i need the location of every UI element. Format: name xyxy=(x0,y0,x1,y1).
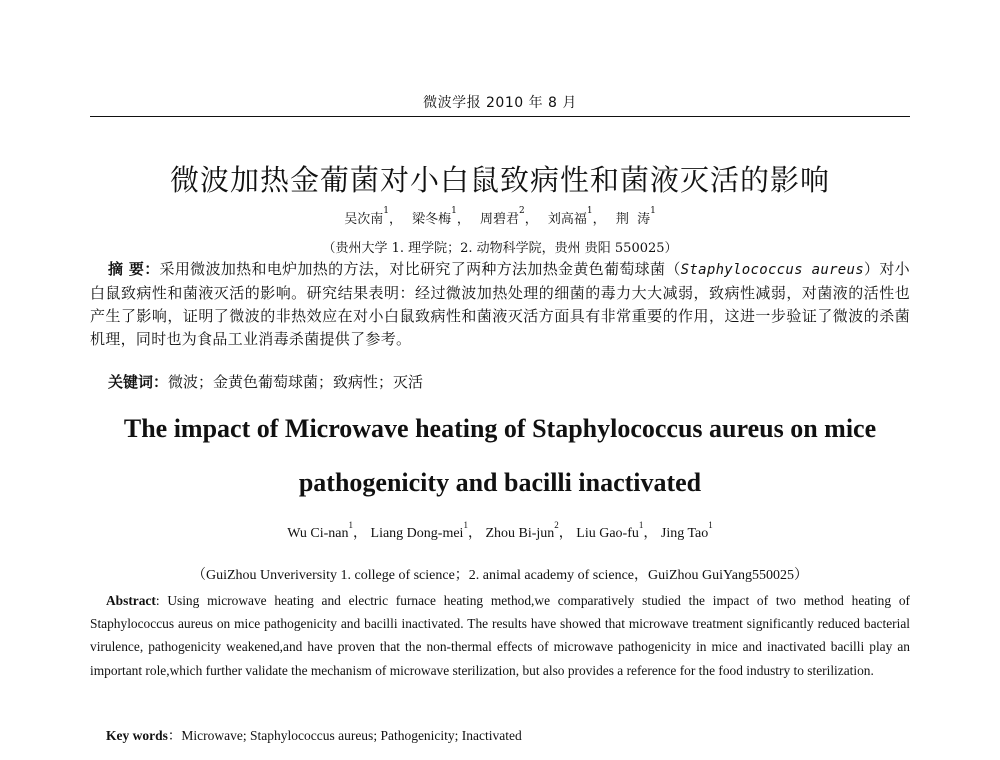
species-name: Staphylococcus aureus xyxy=(680,262,864,278)
english-authors: Wu Ci-nan$^1$， Liang Dong-mei$^1$， Zhou Bi-jun$^2$， Liu Gao-$fu^1$， Jing Tao$^1$ xyxy=(287,520,713,541)
cn-abstract-label: 摘 要： xyxy=(108,260,160,278)
en-author: Zhou Bi-jun$^2$ xyxy=(485,520,559,541)
en-author: Jing Tao$^1$ xyxy=(660,520,713,541)
journal-header: 微波学报 2010 年 8 月 xyxy=(423,95,577,111)
cn-author: 荆 涛$^1$ xyxy=(615,206,656,227)
english-affiliation: （GuiZhou Unveriversity 1. college of science；2. animal academy of science，GuiZhou GuiYang550025） xyxy=(192,568,808,583)
english-keywords: Key words：Microwave; Staphylococcus aureus; Pathogenicity; Inactivated xyxy=(106,728,522,743)
en-author: Wu Ci-nan$^1$ xyxy=(287,520,354,541)
english-title: The impact of Microwave heating of Staphylococcus aureus on mice pathogenicity and bacilli inactivated xyxy=(123,414,877,497)
cn-author: 周碧君$^2$ xyxy=(480,206,525,227)
chinese-keywords: 关键词：微波；金黄色葡萄球菌；致病性；灭活 xyxy=(108,373,424,391)
en-author: Liu Gao-$fu^1$ xyxy=(576,520,644,541)
chinese-affiliation: （贵州大学 1. 理学院；2. 动物科学院，贵州 贵阳 550025） xyxy=(322,241,678,256)
en-abstract-label: Abstract xyxy=(106,593,156,608)
cn-author: 刘高福$^1$ xyxy=(547,206,593,227)
header-rule xyxy=(90,116,910,117)
cn-author: 梁冬梅$^1$ xyxy=(412,206,457,227)
chinese-abstract: 摘 要：采用微波加热和电炉加热的方法，对比研究了两种方法加热金黄色葡萄球菌（Staphylococcus aureus）对小白鼠致病性和菌液灭活的影响。研究结果表明：经过微波加热处理的细菌的毒力大大减弱，致病性减弱，对菌液的活性也产生了影响，证明了微波的非热效应在对小白鼠致病性和菌液灭活方面具有非常重要的作用，这进一步验证了微波的杀菌机理，同时也为食品工业消毒杀菌提供了参考。 xyxy=(90,260,910,348)
cn-author: 吴次南$^1$ xyxy=(344,206,389,227)
en-author: Liang Dong-mei$^1$ xyxy=(370,520,468,541)
en-keywords-label: Key words xyxy=(106,728,168,743)
english-abstract: Abstract: Using microwave heating and electric furnace heating method,we comparatively studied the impact of two method heating of Staphylococcus aureus on mice pathogenicity and bacilli inactivated. The results have showed that microwave treatment significantly reduced bacterial virulence, pathogenicity weakened,and have proven that the non-thermal effects of microwave pathogenicity in mice and inactivated bacilli play an important role,which further validate the mechanism of microwave sterilization, but also provides a reference for the food industry to sterilization. xyxy=(90,593,910,678)
chinese-title: 微波加热金葡菌对小白鼠致病性和菌液灭活的影响 xyxy=(169,163,830,197)
cn-keywords-label: 关键词： xyxy=(108,373,169,391)
chinese-authors: 吴次南$^1$， 梁冬梅$^1$， 周碧君$^2$， 刘高福$^1$， 荆 涛$^1$ xyxy=(344,206,656,227)
